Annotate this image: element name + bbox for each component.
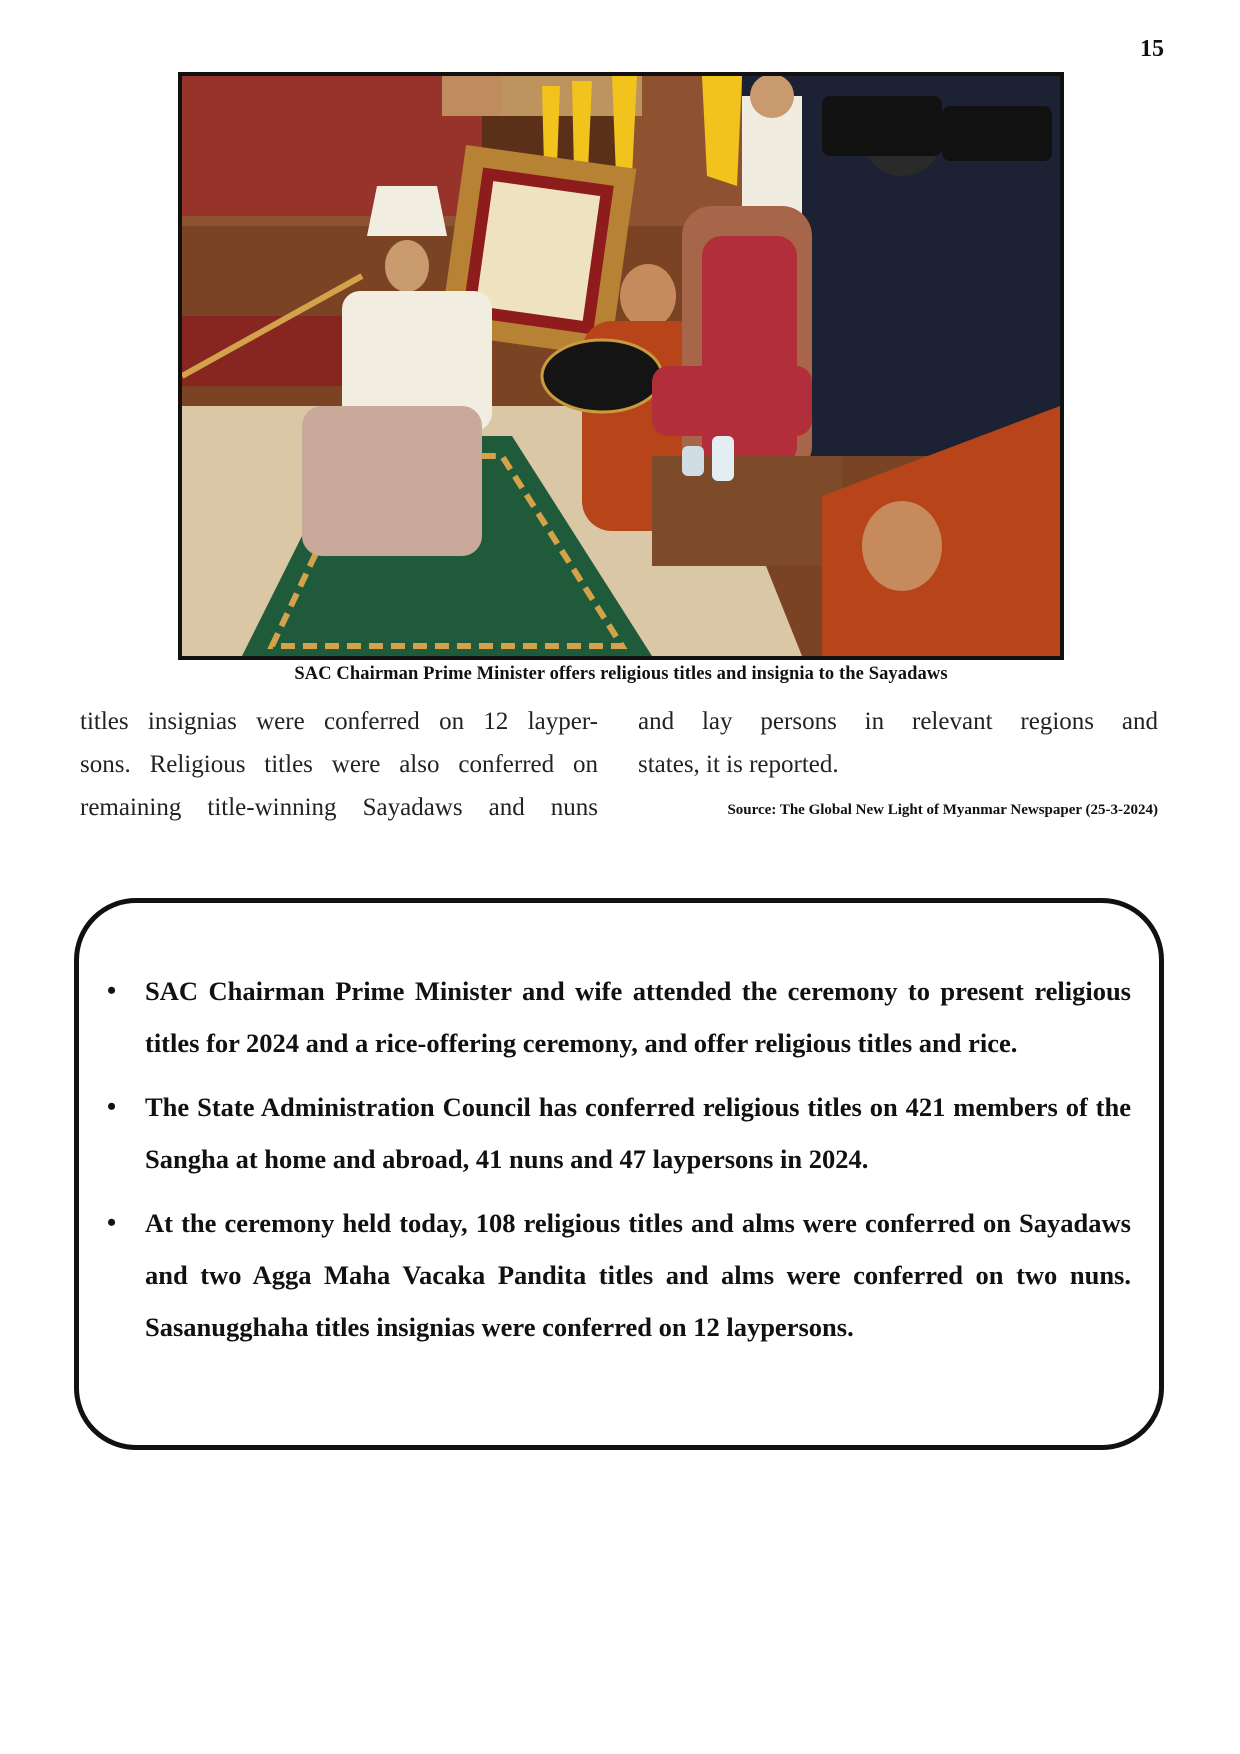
ceremony-photo [178, 72, 1064, 660]
article-left-line-2: sons. Religious titles were also conferred on [80, 751, 598, 778]
article-left-column [80, 700, 598, 829]
article-left-line-1: titles insignias were conferred on 12 layper- [80, 708, 598, 735]
summary-item-text: SAC Chairman Prime Minister and wife attended the ceremony to present religious titles for 2024 and a rice-offering ceremony, and offer religious titles and rice. [145, 976, 1131, 1058]
summary-item-text: The State Administration Council has conferred religious titles on 421 members of the Sangha at home and abroad, 41 nuns and 47 laypersons in 2024. [145, 1092, 1131, 1174]
article-left-line-3: remaining title-winning Sayadaws and nuns [80, 794, 598, 821]
summary-item [107, 1197, 1131, 1353]
bullet-icon: • [107, 1208, 117, 1237]
article-right-column [638, 700, 1158, 786]
summary-list [107, 965, 1131, 1365]
article-right-line-1: and lay persons in relevant regions and [638, 708, 1158, 735]
article-right-line-2: states, it is reported. [638, 751, 839, 778]
bullet-icon: • [107, 976, 117, 1005]
source-citation: Source: The Global New Light of Myanmar Newspaper (25-3-2024) [727, 802, 1158, 818]
bullet-icon: • [107, 1092, 117, 1121]
page-number: 15 [1140, 36, 1164, 62]
ceremony-photo-illustration [182, 76, 1060, 656]
summary-item [107, 965, 1131, 1069]
summary-box [74, 898, 1164, 1450]
summary-item-text: At the ceremony held today, 108 religious titles and alms were conferred on Sayadaws and two Agga Maha Vacaka Pandita titles and alms were conferred on two nuns. Sasanugghaha titles insignias were conferred on 12 laypersons. [145, 1208, 1131, 1342]
photo-caption: SAC Chairman Prime Minister offers religious titles and insignia to the Sayadaws [294, 664, 948, 684]
summary-item [107, 1081, 1131, 1185]
